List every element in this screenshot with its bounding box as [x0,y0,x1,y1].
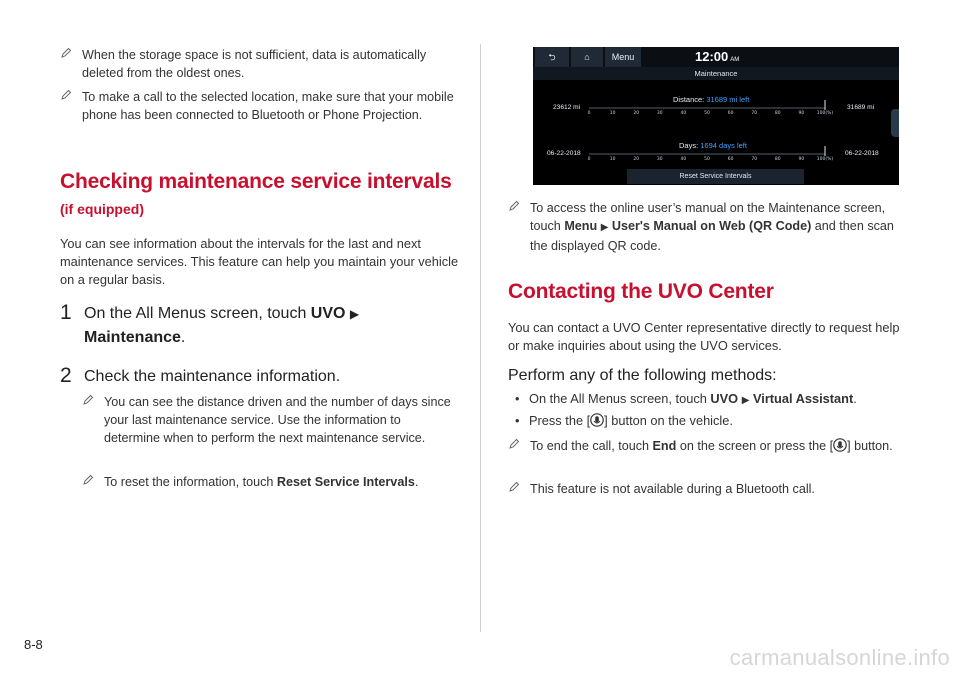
back-button[interactable]: ⮌ [535,47,569,67]
bullet-virtual-assistant: • On the All Menus screen, touch UVO ▶ Virtual Assistant. [515,391,857,406]
note-online-manual: To access the online user’s manual on the Maintenance screen, touch Menu ▶ User's Manual on Web (QR Code) and then scan the displayed QR code. [508,199,908,255]
scale-tick-label: 20 [633,157,640,162]
scale-tick-label: 100(%) [816,157,834,162]
home-button[interactable]: ⌂ [571,47,603,67]
pencil-icon [508,200,520,212]
step-1-maintenance: Maintenance [84,329,181,346]
step-1-text: On the All Menus screen, touch [84,305,311,322]
section-heading-maintenance: Checking maintenance service intervals [60,170,452,193]
page-number: 8-8 [24,637,43,652]
bullet-press-button: • Press the [ ] button on the vehicle. [515,413,733,428]
scale-tick-label: 40 [680,157,687,162]
interval-scales [533,47,899,185]
section-subheading: (if equipped) [60,201,144,217]
methods-title: Perform any of the following methods: [508,367,777,384]
scale-tick-label: 10 [609,111,616,116]
pencil-icon [60,47,72,59]
pencil-icon [60,89,72,101]
step-1-uvo: UVO [310,305,346,322]
column-divider [480,44,481,632]
maintenance-screen [533,47,899,185]
date-start: 06-22-2018 [547,150,581,157]
scale-tick-label: 0 [587,157,591,162]
voice-call-button-icon [833,438,847,452]
pencil-icon [82,474,94,486]
menu-button[interactable]: Menu [605,47,641,67]
note-bluetooth-call [508,480,908,498]
uvo-center-intro: You can contact a UVO Center representative directly to request help or make inquiries about using the UVO services. [508,320,900,353]
step-2-text: Check the maintenance information. [84,368,341,385]
reset-service-intervals-ref: Reset Service Intervals [276,475,415,489]
note-distance-days [82,393,460,447]
scale-tick-label: 90 [798,157,805,162]
scale-tick-label: 80 [774,157,781,162]
scale-tick-label: 10 [609,157,616,162]
step-1: 1 On the All Menus screen, touch UVO ▶ Maintenance. [60,301,360,346]
note-call-location-text: To make a call to the selected location, make sure that your mobile phone has been connected to Bluetooth or Phone Projection. [82,90,454,122]
note-storage-text: When the storage space is not sufficient, data is automatically deleted from the oldest ones. [82,48,427,80]
pencil-icon [508,481,520,493]
scale-tick-label: 50 [704,111,710,116]
maintenance-intro: You can see information about the intervals for the last and next maintenance services. This feature can help you maintain your vehicle on a regular basis. [60,236,459,287]
scale-tick-label: 60 [727,111,734,116]
scale-tick-label: 30 [656,111,663,116]
scale-tick-label: 80 [774,111,781,116]
reset-service-intervals-button[interactable]: Reset Service Intervals [627,169,804,184]
scale-tick-label: 70 [751,111,758,116]
arrow-right-icon: ▶ [600,222,609,233]
scale-tick-label: 0 [587,111,591,116]
arrow-right-icon: ▶ [741,395,750,406]
scale-tick-label: 40 [680,111,687,116]
note-end-call: To end the call, touch End on the screen or press the [ ] button. [508,437,908,455]
distance-end: 31689 mi [847,104,875,111]
clock: 12:00 AM [695,49,740,64]
note-bluetooth-call-text: This feature is not available during a Bluetooth call. [530,482,815,496]
note-reset: To reset the information, touch Reset Service Intervals. [82,473,460,491]
watermark: carmanualsonline.info [729,645,950,670]
pencil-icon [82,394,94,406]
scale-tick-label: 90 [798,111,805,116]
step-number: 1 [60,301,72,324]
section-heading-uvo-center: Contacting the UVO Center [508,280,774,303]
days-readout: Days: 1694 days left [679,141,747,150]
scale-tick-label: 20 [633,111,640,116]
screen-title: Maintenance [533,67,899,80]
voice-call-button-icon [590,413,604,427]
note-storage [60,46,460,82]
step-number: 2 [60,364,72,387]
pencil-icon [508,438,520,450]
scale-tick-label: 50 [704,157,710,162]
scale-tick-label: 30 [656,157,663,162]
distance-readout: Distance: 31689 mi left [673,95,750,104]
scale-tick-label: 70 [751,157,758,162]
date-end: 06-22-2018 [845,150,879,157]
step-2 [60,365,460,388]
scale-tick-label: 100(%) [816,111,834,116]
scale-tick-label: 60 [727,157,734,162]
note-call-location [60,88,460,124]
arrow-right-icon: ▶ [349,307,360,321]
note-distance-days-text: You can see the distance driven and the number of days since your last maintenance service. Use the information to determine when to perform the next maintenance service. [104,395,451,445]
distance-start: 23612 mi [553,104,581,111]
side-handle[interactable] [891,109,899,137]
